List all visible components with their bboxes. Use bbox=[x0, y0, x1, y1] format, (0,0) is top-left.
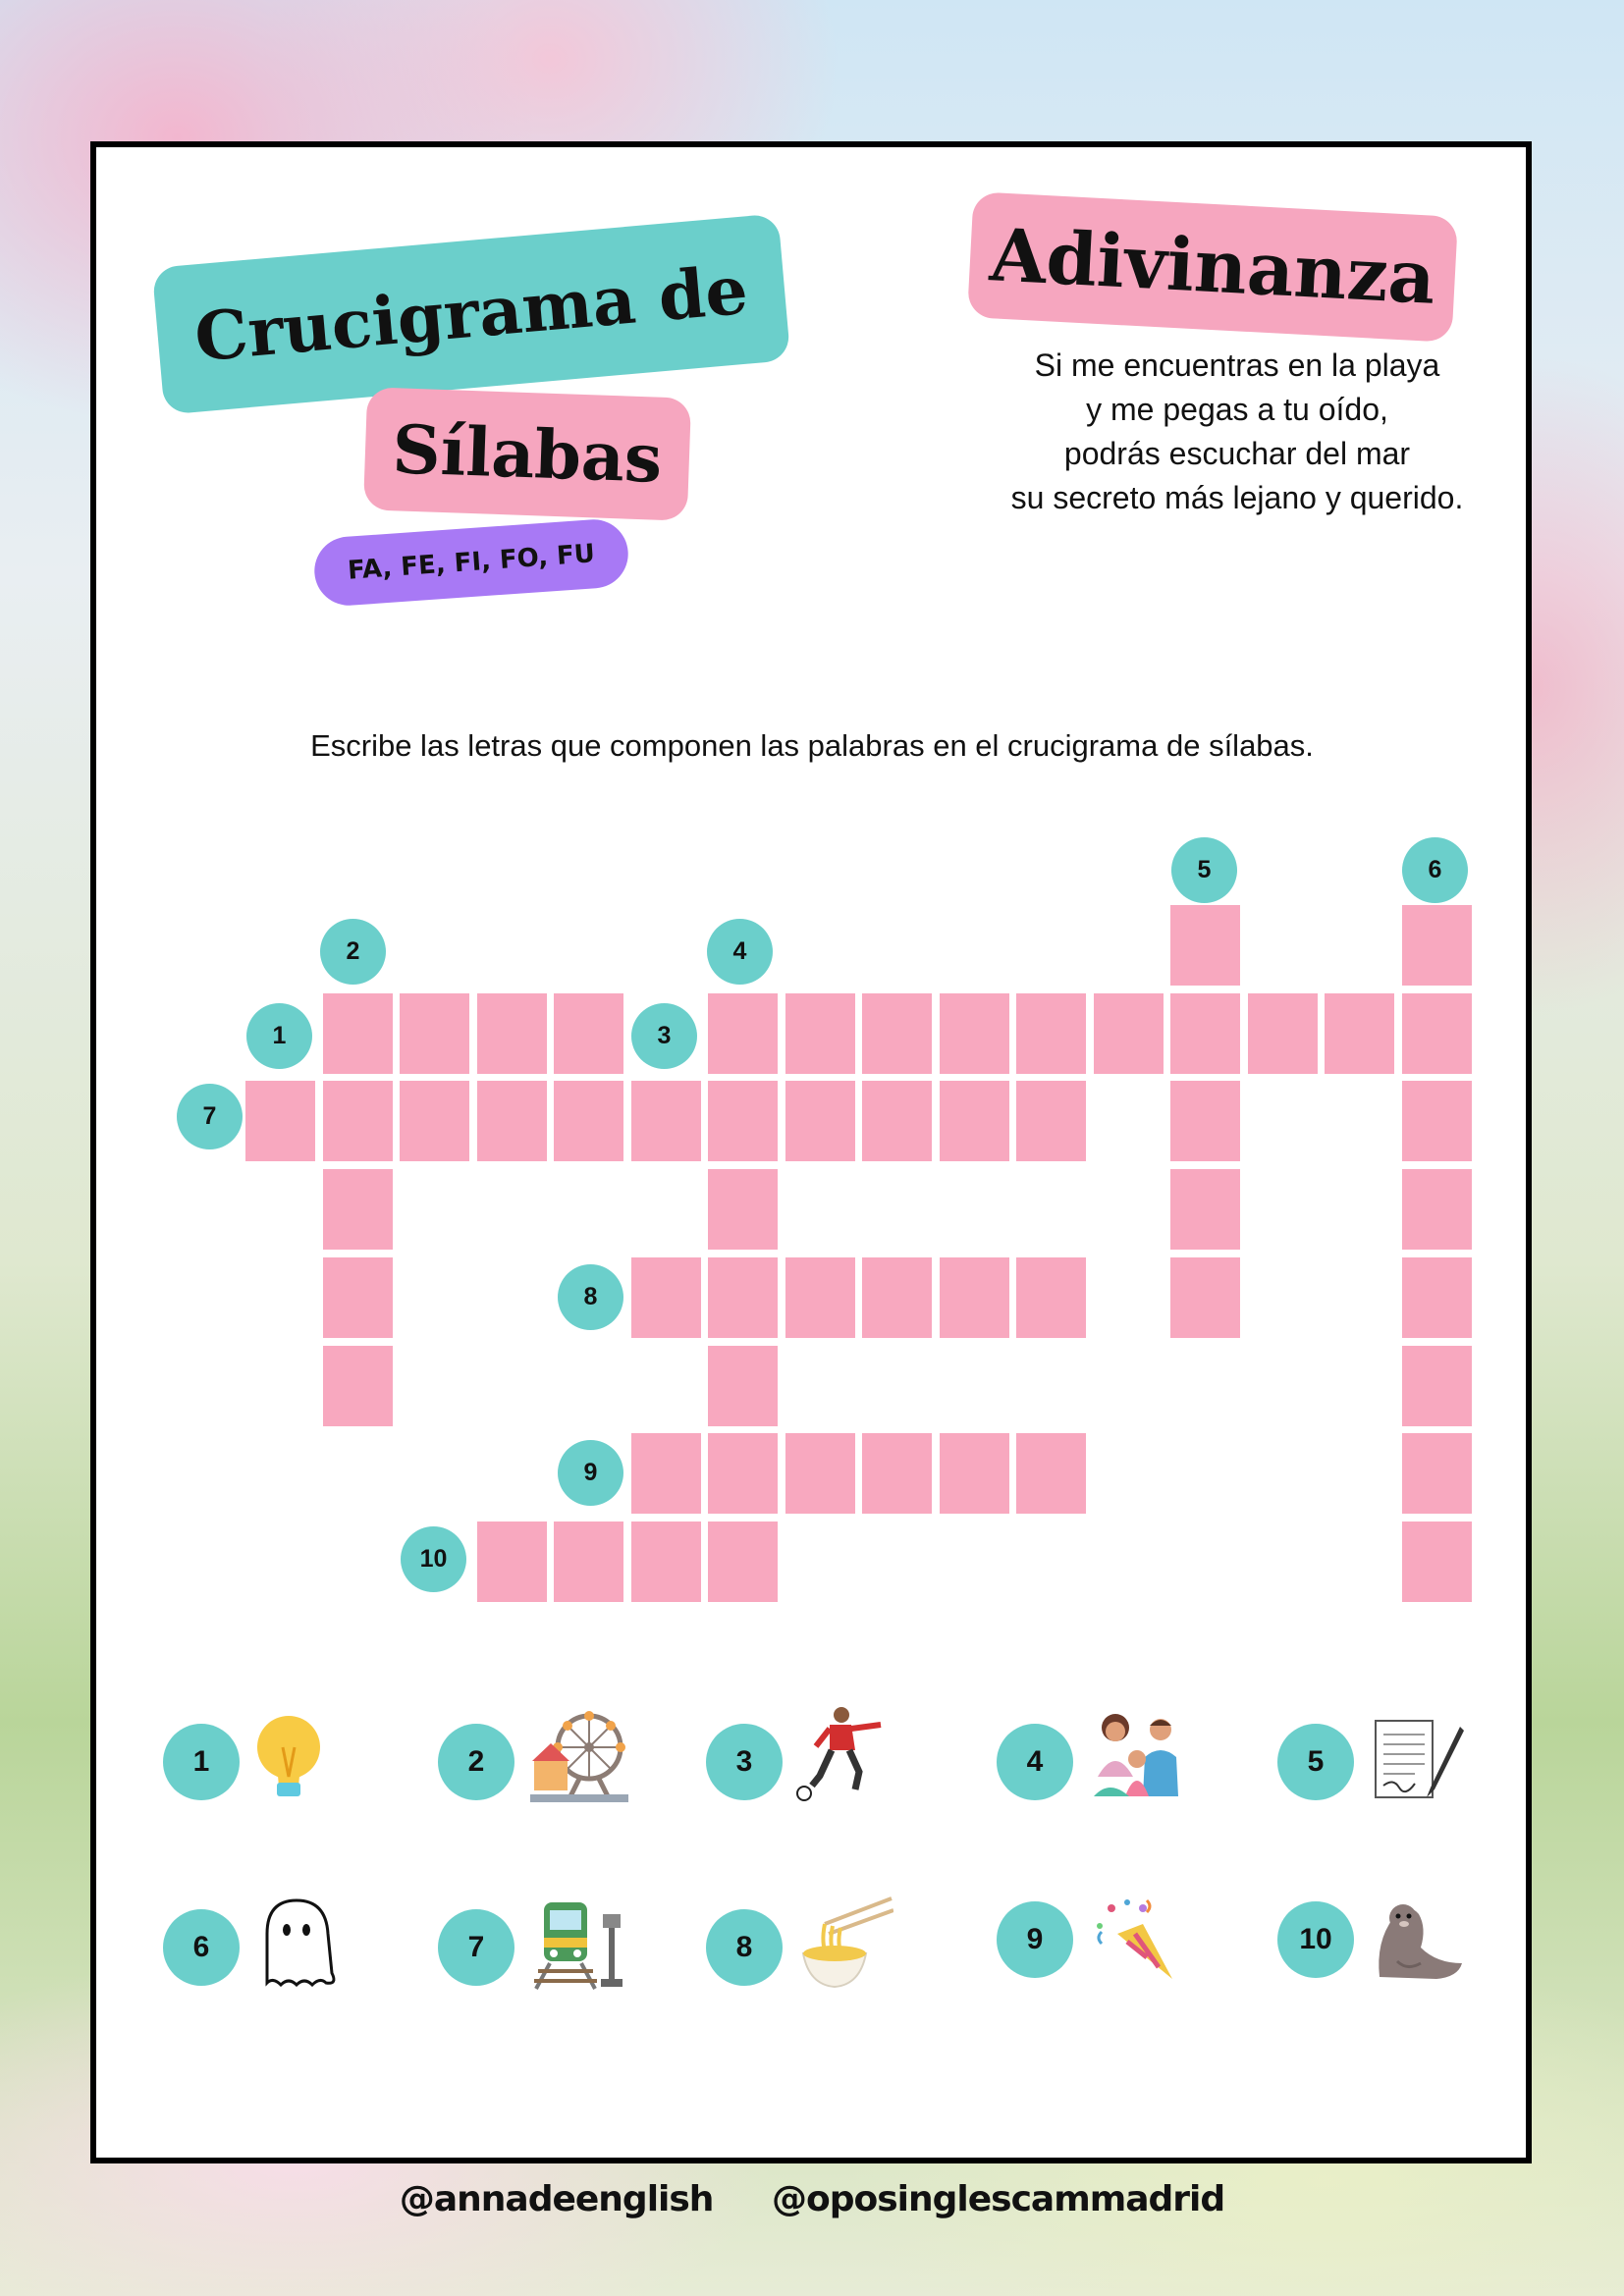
crossword-cell[interactable] bbox=[1094, 993, 1164, 1074]
grid-number-10: 10 bbox=[401, 1526, 466, 1592]
crossword-cell[interactable] bbox=[323, 1169, 393, 1250]
grid-number-7: 7 bbox=[177, 1084, 243, 1149]
crossword-cell[interactable] bbox=[323, 993, 393, 1074]
crossword-cell[interactable] bbox=[785, 1081, 855, 1161]
noodles-icon bbox=[795, 1895, 893, 1993]
crossword-cell[interactable] bbox=[940, 993, 1009, 1074]
clue-number-7: 7 bbox=[438, 1909, 514, 1986]
crossword-cell[interactable] bbox=[708, 1081, 778, 1161]
crossword-cell[interactable] bbox=[477, 1522, 547, 1602]
crossword-cell[interactable] bbox=[1170, 1257, 1240, 1338]
crossword-cell[interactable] bbox=[323, 1257, 393, 1338]
crossword-cell[interactable] bbox=[477, 1081, 547, 1161]
crossword-cell[interactable] bbox=[1402, 1169, 1472, 1250]
crossword-cell[interactable] bbox=[785, 993, 855, 1074]
crossword-cell[interactable] bbox=[554, 1081, 623, 1161]
riddle-text bbox=[982, 344, 1492, 520]
crossword-cell[interactable] bbox=[708, 1433, 778, 1514]
crossword-cell[interactable] bbox=[862, 1257, 932, 1338]
crossword-cell[interactable] bbox=[708, 1522, 778, 1602]
crossword-cell[interactable] bbox=[940, 1433, 1009, 1514]
crossword-cell[interactable] bbox=[862, 1433, 932, 1514]
crossword-cell[interactable] bbox=[1402, 1522, 1472, 1602]
crossword-cell[interactable] bbox=[1016, 993, 1086, 1074]
family-icon bbox=[1090, 1708, 1188, 1806]
clue-number-5: 5 bbox=[1277, 1724, 1354, 1800]
crossword-cell[interactable] bbox=[862, 993, 932, 1074]
clue-number-6: 6 bbox=[163, 1909, 240, 1986]
crossword-cell[interactable] bbox=[785, 1433, 855, 1514]
crossword-cell[interactable] bbox=[1402, 1081, 1472, 1161]
riddle-title-pill bbox=[967, 191, 1458, 343]
grid-number-9: 9 bbox=[558, 1440, 623, 1506]
crossword-cell[interactable] bbox=[708, 1346, 778, 1426]
crossword-cell[interactable] bbox=[862, 1081, 932, 1161]
clue-number-10: 10 bbox=[1277, 1901, 1354, 1978]
footer-handle-2[interactable]: @oposinglescammadrid bbox=[771, 2179, 1225, 2219]
grid-number-3: 3 bbox=[631, 1003, 697, 1069]
riddle-line: su secreto más lejano y querido. bbox=[1010, 480, 1464, 515]
crossword-cell[interactable] bbox=[940, 1257, 1009, 1338]
crossword-cell[interactable] bbox=[1016, 1081, 1086, 1161]
crossword-cell[interactable] bbox=[1170, 1081, 1240, 1161]
crossword-cell[interactable] bbox=[1016, 1257, 1086, 1338]
crossword-cell[interactable] bbox=[400, 993, 469, 1074]
syllables-badge: FA, FE, FI, FO, FU bbox=[312, 517, 630, 608]
crossword-cell[interactable] bbox=[1170, 993, 1240, 1074]
crossword-cell[interactable] bbox=[631, 1081, 701, 1161]
footer-handle-1[interactable]: @annadeenglish bbox=[399, 2179, 714, 2219]
crossword-cell[interactable] bbox=[940, 1081, 1009, 1161]
clue-number-3: 3 bbox=[706, 1724, 783, 1800]
clue-number-1: 1 bbox=[163, 1724, 240, 1800]
crossword-cell[interactable] bbox=[323, 1346, 393, 1426]
title-pill-line2 bbox=[363, 387, 691, 520]
train-icon bbox=[530, 1895, 628, 1993]
clue-number-2: 2 bbox=[438, 1724, 514, 1800]
crossword-cell[interactable] bbox=[1402, 905, 1472, 986]
crossword-cell[interactable] bbox=[631, 1433, 701, 1514]
crossword-cell[interactable] bbox=[1402, 1257, 1472, 1338]
crossword-cell[interactable] bbox=[1402, 1433, 1472, 1514]
grid-number-1: 1 bbox=[246, 1003, 312, 1069]
crossword-cell[interactable] bbox=[708, 1257, 778, 1338]
signed-document-icon bbox=[1370, 1713, 1468, 1811]
grid-number-5: 5 bbox=[1171, 837, 1237, 903]
riddle-title: Adivinanza bbox=[988, 213, 1437, 321]
crossword-cell[interactable] bbox=[785, 1257, 855, 1338]
instruction-text: Escribe las letras que componen las palabras en el crucigrama de sílabas. bbox=[310, 728, 1314, 763]
title-line2: Sílabas bbox=[391, 409, 664, 499]
ghost-icon bbox=[247, 1895, 346, 1993]
fair-ferris-wheel-icon bbox=[530, 1708, 628, 1806]
grid-number-2: 2 bbox=[320, 919, 386, 985]
crossword-cell[interactable] bbox=[631, 1522, 701, 1602]
crossword-cell[interactable] bbox=[1248, 993, 1318, 1074]
crossword-cell[interactable] bbox=[708, 1169, 778, 1250]
crossword-cell[interactable] bbox=[245, 1081, 315, 1161]
crossword-cell[interactable] bbox=[477, 993, 547, 1074]
crossword-cell[interactable] bbox=[1170, 905, 1240, 986]
crossword-cell[interactable] bbox=[323, 1081, 393, 1161]
grid-number-4: 4 bbox=[707, 919, 773, 985]
clue-number-9: 9 bbox=[997, 1901, 1073, 1978]
riddle-line: y me pegas a tu oído, bbox=[1086, 392, 1388, 427]
riddle-line: Si me encuentras en la playa bbox=[1034, 347, 1440, 383]
crossword-cell[interactable] bbox=[1402, 1346, 1472, 1426]
crossword-cell[interactable] bbox=[631, 1257, 701, 1338]
crossword-cell[interactable] bbox=[400, 1081, 469, 1161]
grid-number-8: 8 bbox=[558, 1264, 623, 1330]
seal-icon bbox=[1368, 1893, 1466, 1991]
title-line1: Crucigrama de bbox=[191, 250, 751, 378]
clue-number-8: 8 bbox=[706, 1909, 783, 1986]
party-popper-icon bbox=[1088, 1895, 1186, 1993]
crossword-cell[interactable] bbox=[1016, 1433, 1086, 1514]
crossword-cell[interactable] bbox=[554, 993, 623, 1074]
clue-number-4: 4 bbox=[997, 1724, 1073, 1800]
crossword-cell[interactable] bbox=[708, 993, 778, 1074]
crossword-cell[interactable] bbox=[1402, 993, 1472, 1074]
crossword-cell[interactable] bbox=[554, 1522, 623, 1602]
riddle-line: podrás escuchar del mar bbox=[1063, 436, 1411, 471]
footer-handles bbox=[0, 2179, 1624, 2219]
crossword-cell[interactable] bbox=[1170, 1169, 1240, 1250]
crossword-cell[interactable] bbox=[1325, 993, 1394, 1074]
lightbulb-icon bbox=[245, 1708, 344, 1806]
soccer-player-icon bbox=[790, 1703, 889, 1801]
grid-number-6: 6 bbox=[1402, 837, 1468, 903]
